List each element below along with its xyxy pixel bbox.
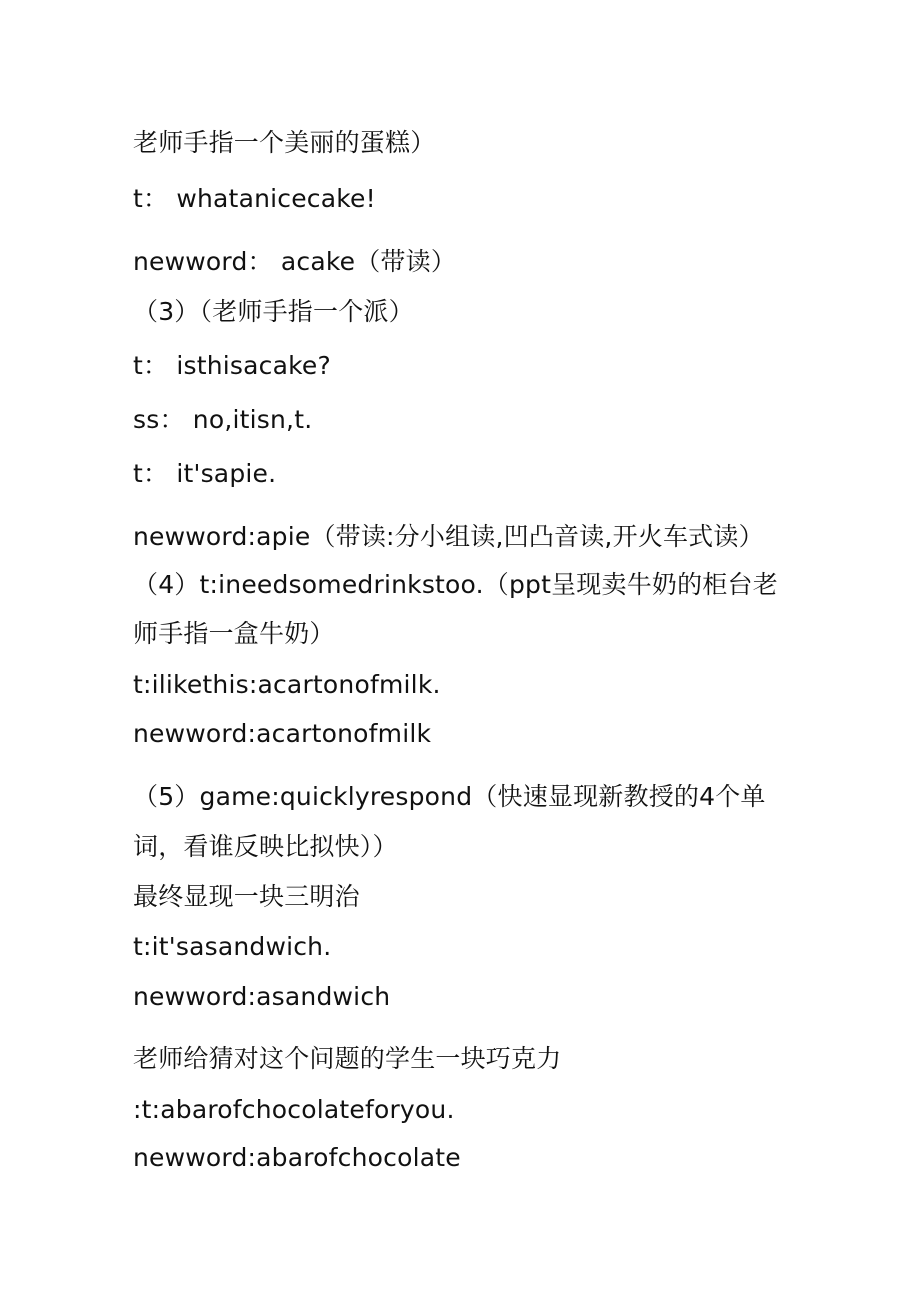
text-line: （4）t:ineedsomedrinkstoo.（ppt呈现卖牛奶的柜台老	[133, 570, 778, 599]
text-line: 老师手指一个美丽的蛋糕）	[133, 128, 436, 157]
text-line: 老师给猜对这个问题的学生一块巧克力	[133, 1044, 562, 1073]
text-line: （5）game:quicklyrespond（快速显现新教授的4个单	[133, 782, 766, 811]
text-line: t： whatanicecake!	[133, 184, 376, 213]
text-line: 师手指一盒牛奶）	[133, 619, 335, 648]
text-line: newword:acartonofmilk	[133, 719, 432, 748]
text-line: t： isthisacake?	[133, 351, 331, 380]
text-line: ss： no,itisn,t.	[133, 405, 313, 434]
text-line: newword:asandwich	[133, 982, 391, 1011]
text-line: t:ilikethis:acartonofmilk.	[133, 670, 441, 699]
text-line: t:it'sasandwich.	[133, 932, 332, 961]
text-line: 最终显现一块三明治	[133, 882, 360, 911]
text-line: newword:abarofchocolate	[133, 1143, 461, 1172]
text-line: t： it'sapie.	[133, 459, 277, 488]
text-line: （3）（老师手指一个派）	[133, 297, 414, 326]
text-line: :t:abarofchocolateforyou.	[133, 1095, 455, 1124]
text-line: newword： acake（带读）	[133, 247, 457, 276]
text-line: 词，看谁反映比拟快））	[133, 832, 398, 861]
text-line: newword:apie（带读:分小组读,凹凸音读,开火车式读）	[133, 522, 764, 551]
